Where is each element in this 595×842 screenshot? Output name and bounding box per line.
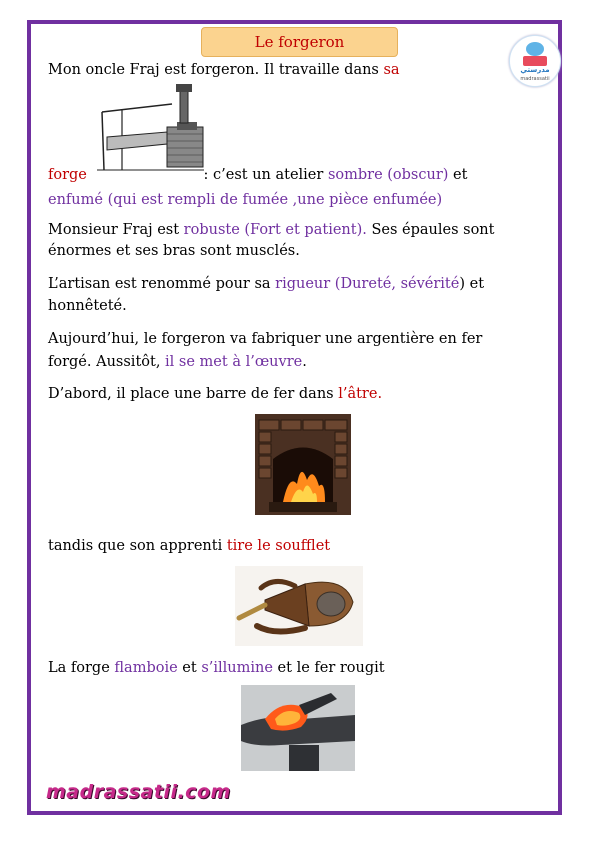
text: honnêteté. [48,298,127,314]
text: D’abord, il place une barre de fer dans [48,386,339,402]
bellows-photo [235,566,363,646]
text-line-4 [48,222,494,238]
fireplace-photo [255,414,351,515]
text-line-1 [48,62,400,78]
text-line-9 [48,354,307,370]
text: et [177,660,202,676]
forge-illustration [92,82,210,174]
text: : c’est un atelier [198,167,328,183]
text-line-12 [48,660,385,676]
text: tandis que son apprenti [48,538,227,554]
logo-latin-text: madrassatii [520,76,550,82]
page-title: Le forgeron [201,27,398,57]
text-line-8 [48,331,482,347]
keyword: robuste (Fort et patient). [183,222,367,238]
text-line-6 [48,276,484,292]
madrassatii-logo [509,35,561,87]
keyword: sa [383,62,400,78]
text-line-10 [48,386,382,402]
text: Ses épaules sont [366,222,495,238]
text: La forge [48,660,115,676]
keyword: sombre (obscur) [327,167,449,183]
text: ) et [459,276,485,292]
keyword: s’illumine [201,660,273,676]
keyword: l’âtre. [338,386,383,402]
text: . [302,354,307,370]
logo-arabic-text: مدرستي [520,66,550,74]
keyword: rigueur (Dureté, sévérité [275,276,460,292]
anvil-photo [241,685,355,771]
text: Aujourd’hui, le forgeron va fabriquer une argentière en fer [48,331,483,347]
text-line-7 [48,298,127,314]
text: Mon oncle Fraj est forgeron. Il travaille dans [48,62,384,78]
logo-bubble-icon [526,42,544,56]
text: Monsieur Fraj est [48,222,184,238]
text: et le fer rougit [272,660,385,676]
logo-book-icon [523,56,547,66]
keyword: enfumé (qui est rempli de fumée ,une pièce enfumée) [48,192,443,208]
text: énormes et ses bras sont musclés. [48,243,300,259]
text-line-5 [48,243,300,259]
text-line-11 [48,538,330,554]
text: et [448,167,468,183]
keyword: flamboie [114,660,178,676]
text-line-2 [48,167,467,183]
text: forgé. Aussitôt, [48,354,166,370]
text: L’artisan est renommé pour sa [48,276,276,292]
text-line-3 [48,192,442,208]
keyword: forge [48,167,87,183]
footer-website[interactable]: madrassatii.com [46,781,231,803]
keyword: tire le soufflet [226,538,331,554]
keyword: il se met à l’œuvre [165,354,303,370]
